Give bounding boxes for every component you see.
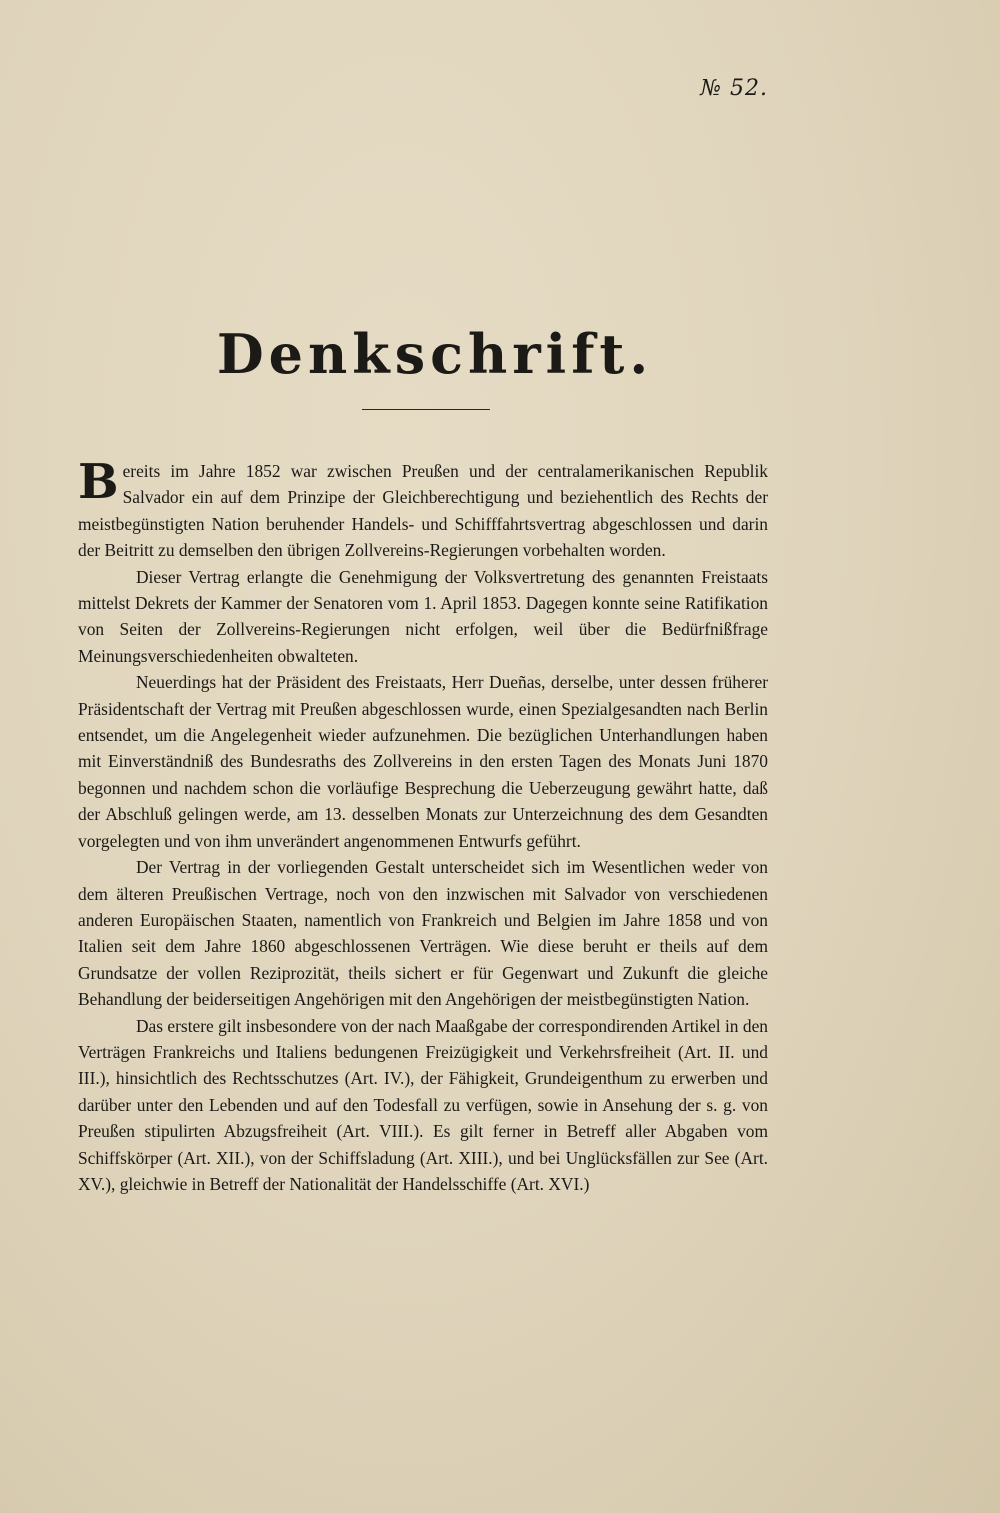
paragraph-2: Dieser Vertrag erlangte die Genehmigung der Volksvertretung des genannten Freistaats mittelst Dekrets der Kammer der Senatoren vom 1. April 1853. Dagegen konnte seine Ratifikation von Seiten der Zollvereins-Regierungen nicht erfolgen, weil über die Bedürfnißfrage Meinungsverschiedenheiten obwalteten. — [78, 566, 768, 666]
paragraph-1 — [78, 454, 768, 564]
paragraph-3: Neuerdings hat der Präsident des Freistaats, Herr Dueñas, derselbe, unter dessen früherer Präsidentschaft der Vertrag mit Preußen abgeschlossen wurde, einen Spezialgesandten nach Berlin entsendet, um die Angelegenheit wieder aufzunehmen. Die bezüglichen Unterhandlungen haben mit Einverständniß des Bundesraths des Zollvereins in den ersten Tagen des Monats Juni 1870 begonnen und nachdem schon die vorläufige Besprechung die Ueberzeugung gewährt hatte, daß der Abschluß gelingen werde, am 13. desselben Monats zur Unterzeichnung des dem Gesandten vorgelegten und von ihm unverändert angenommenen Entwurfs geführt. — [78, 672, 768, 851]
paragraph-5: Das erstere gilt insbesondere von der nach Maaßgabe der correspondirenden Artikel in den Verträgen Frankreichs und Italiens bedungenen Freizügigkeit und Verkehrsfreiheit (Art. II. und III.), hinsichtlich des Rechtsschutzes (Art. IV.), der Fähigkeit, Grundeigenthum zu erwerben und darüber unter den Lebenden und auf den Todesfall zu verfügen, sowie in Ansehung der s. g. von Preußen stipulirten Abzugsfreiheit (Art. VIII.). Es gilt ferner in Betreff aller Abgaben vom Schiffskörper (Art. XII.), von der Schiffsladung (Art. XIII.), und bei Unglücksfällen zur See (Art. XV.), gleichwie in Betreff der Nationalität der Handelsschiffe (Art. XVI.) — [78, 1015, 768, 1194]
drop-cap: B — [78, 454, 119, 510]
body-text — [78, 454, 768, 1197]
paragraph-text: ereits im Jahre 1852 war zwischen Preußen und der centralamerikanischen Republik Salvador ein auf dem Prinzipe der Gleichberechtigung und beziehentlich des Rechts der meistbegünstigten Nation beruhender Handels- und Schifffahrtsvertrag abgeschlossen und darin der Beitritt zu demselben den übrigen Zollvereins-Regierungen vorbehalten worden. — [78, 461, 768, 561]
page-title: Denkschrift. — [216, 322, 654, 386]
page-number: № 52. — [700, 76, 768, 101]
title-divider — [362, 409, 490, 410]
paragraph-4: Der Vertrag in der vorliegenden Gestalt unterscheidet sich im Wesentlichen weder von dem älteren Preußischen Vertrage, noch von den inzwischen mit Salvador von verschiedenen anderen Europäischen Staaten, namentlich von Frankreich und Belgien im Jahre 1858 und von Italien seit dem Jahre 1860 abgeschlossenen Verträgen. Wie diese beruht er theils auf dem Grundsatze der vollen Reziprozität, theils sichert er für Gegenwart und Zukunft die gleiche Behandlung der beiderseitigen Angehörigen mit den Angehörigen der meistbegünstigten Nation. — [78, 857, 768, 1010]
